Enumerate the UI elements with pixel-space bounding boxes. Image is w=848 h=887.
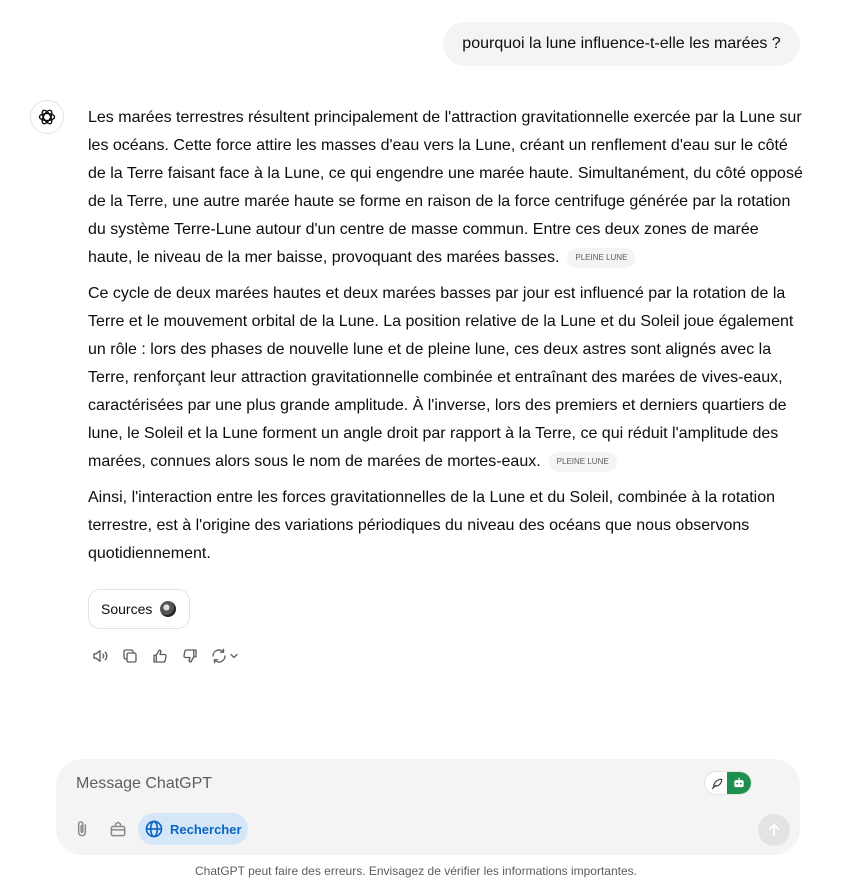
thumbs-up-icon[interactable] — [148, 644, 172, 668]
message-composer — [56, 759, 800, 855]
paragraph-1-text: Les marées terrestres résultent principalement de l'attraction gravitationnelle exercée par la Lune sur les océans. Cette force attire les masses d'eau vers la Lune, créant un renflement d'eau sur le côté de la Terre faisant face à la Lune, ce qui engendre une marée haute. Simultanément, du côté opposé de la Terre, une autre marée haute se forme en raison de la force centrifuge générée par la rotation du système Terre-Lune autour d'un centre de masse commun. Entre ces deux zones de marée haute, le niveau de la mer baisse, provoquant des marées basses. — [88, 109, 803, 266]
feather-icon — [708, 775, 726, 793]
globe-icon — [144, 819, 164, 839]
thumbs-down-icon[interactable] — [178, 644, 202, 668]
user-message-text: pourquoi la lune influence-t-elle les marées ? — [462, 35, 781, 52]
citation-chip[interactable]: PLEINE LUNE — [567, 248, 635, 268]
tools-icon[interactable] — [102, 813, 134, 845]
chatgpt-logo-icon — [30, 100, 64, 134]
sources-label: Sources — [101, 601, 153, 617]
extension-toggle[interactable] — [704, 771, 752, 795]
search-button[interactable] — [138, 813, 248, 845]
disclaimer-footer: ChatGPT peut faire des erreurs. Envisagez de vérifier les informations importantes. — [195, 864, 637, 878]
message-actions — [88, 644, 248, 668]
robot-icon — [727, 772, 751, 794]
attach-icon[interactable] — [66, 813, 98, 845]
read-aloud-icon[interactable] — [88, 644, 112, 668]
arrow-up-icon — [765, 821, 783, 839]
assistant-response — [88, 104, 803, 576]
response-paragraph-3 — [88, 484, 803, 568]
paragraph-3-text: Ainsi, l'interaction entre les forces gravitationnelles de la Lune et du Soleil, combinée à la rotation terrestre, est à l'origine des variations périodiques du niveau des océans que nous observons quotidiennement. — [88, 489, 776, 562]
search-label: Rechercher — [170, 821, 242, 837]
paragraph-2-text: Ce cycle de deux marées hautes et deux marées basses par jour est influencé par la rotation de la Terre et le mouvement orbital de la Lune. La position relative de la Lune et du Soleil joue également un rôle : lors des phases de nouvelle lune et de pleine lune, ces deux astres sont alignés avec la Terre, renforçant leur attraction gravitationnelle combinée et entraînant des marées de vives-eaux, caractérisées par une plus grande amplitude. À l'inverse, lors des premiers et derniers quartiers de lune, le Soleil et la Lune forment un angle droit par rapport à la Terre, ce qui réduit l'amplitude des marées, connues alors sous le nom de marées de mortes-eaux. — [88, 285, 794, 470]
citation-chip[interactable]: PLEINE LUNE — [549, 452, 617, 472]
send-button[interactable] — [758, 814, 790, 846]
response-paragraph-1 — [88, 104, 803, 272]
response-paragraph-2 — [88, 280, 803, 476]
user-message-bubble — [443, 22, 800, 66]
chevron-down-icon[interactable] — [228, 650, 240, 662]
sources-button[interactable] — [88, 589, 190, 629]
source-favicon-icon — [160, 601, 176, 617]
copy-icon[interactable] — [118, 644, 142, 668]
message-input[interactable] — [74, 771, 678, 797]
regenerate-icon[interactable] — [208, 644, 242, 668]
